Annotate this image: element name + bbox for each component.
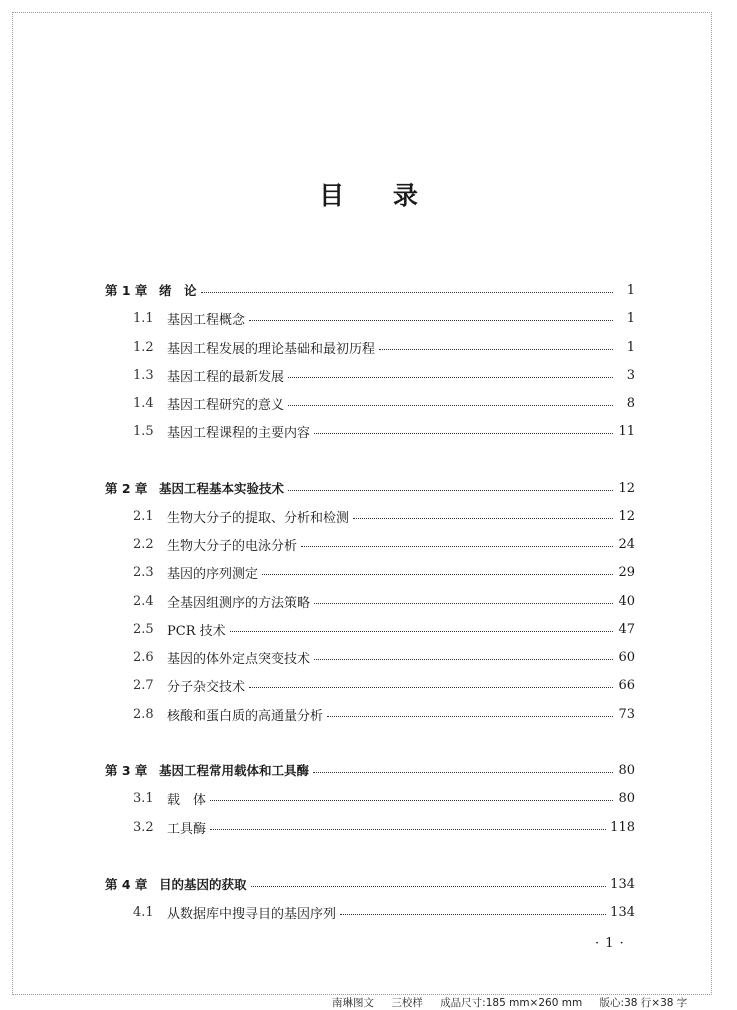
toc-entry-title: PCR 技术 bbox=[167, 623, 226, 639]
toc-entry-title: 全基因组测序的方法策略 bbox=[167, 595, 311, 611]
toc-chapter-entry[interactable] bbox=[105, 276, 635, 304]
toc-section-entry[interactable] bbox=[105, 643, 635, 671]
toc-entry-number: 1.5 bbox=[133, 423, 154, 439]
toc-section-entry[interactable] bbox=[105, 361, 635, 389]
toc-entry-title: 目的基因的获取 bbox=[159, 877, 247, 892]
toc-entry-title: 基因的体外定点突变技术 bbox=[167, 651, 311, 667]
toc-section-entry[interactable] bbox=[105, 671, 635, 699]
toc-entry-title: 基因工程基本实验技术 bbox=[159, 481, 285, 496]
toc-entry-page: 1 bbox=[626, 310, 635, 326]
toc-entry-number: 2.2 bbox=[133, 536, 154, 552]
dot-leader bbox=[313, 771, 613, 773]
toc-chapter-entry[interactable] bbox=[105, 756, 635, 784]
toc-entry-title: 基因工程常用载体和工具酶 bbox=[159, 763, 310, 778]
toc-chapter-entry[interactable] bbox=[105, 474, 635, 502]
toc-entry-page: 12 bbox=[618, 480, 635, 496]
dot-leader bbox=[288, 489, 613, 491]
toc-chapter-entry[interactable] bbox=[105, 870, 635, 898]
toc-section-entry[interactable] bbox=[105, 530, 635, 558]
toc-entry-number: 1.1 bbox=[133, 310, 154, 326]
toc-section-entry[interactable] bbox=[105, 558, 635, 586]
toc-section-entry[interactable] bbox=[105, 304, 635, 332]
dot-leader bbox=[353, 517, 613, 519]
toc-entry-title: 绪 论 bbox=[159, 283, 197, 298]
toc-entry-title: 基因工程的最新发展 bbox=[167, 369, 285, 385]
toc-entry-page: 29 bbox=[618, 564, 635, 580]
toc-entry-page: 12 bbox=[618, 508, 635, 524]
toc-entry-number: 第 4 章 bbox=[105, 877, 148, 892]
print-footer bbox=[332, 995, 687, 1010]
toc-entry-page: 40 bbox=[618, 593, 635, 609]
toc-section-entry[interactable] bbox=[105, 898, 635, 926]
toc-entry-page: 3 bbox=[626, 367, 635, 383]
toc-section-entry[interactable] bbox=[105, 700, 635, 728]
toc-entry-title: 基因工程课程的主要内容 bbox=[167, 425, 311, 441]
footer-size: 成品尺寸:185 mm×260 mm bbox=[440, 997, 583, 1009]
toc-entry-title: 生物大分子的电泳分析 bbox=[167, 538, 298, 554]
dot-leader bbox=[314, 602, 613, 604]
toc-section-entry[interactable] bbox=[105, 615, 635, 643]
toc-entry-page: 80 bbox=[618, 762, 635, 778]
dot-leader bbox=[314, 432, 613, 434]
footer-publisher: 南琳图文 bbox=[332, 997, 374, 1009]
toc-entry-number: 2.4 bbox=[133, 593, 154, 609]
toc-entry-title: 核酸和蛋白质的高通量分析 bbox=[167, 708, 324, 724]
toc-entry-page: 24 bbox=[618, 536, 635, 552]
toc-entry-number: 1.2 bbox=[133, 339, 154, 355]
toc-entry-number: 2.3 bbox=[133, 564, 154, 580]
dot-leader bbox=[327, 715, 613, 717]
dot-leader bbox=[249, 686, 613, 688]
toc-entry-title: 基因工程发展的理论基础和最初历程 bbox=[167, 341, 376, 357]
toc-entry-page: 134 bbox=[610, 904, 635, 920]
toc-entry-number: 3.1 bbox=[133, 790, 154, 806]
toc-section-entry[interactable] bbox=[105, 417, 635, 445]
toc-entry-number: 第 2 章 bbox=[105, 481, 148, 496]
dot-leader bbox=[288, 376, 613, 378]
toc-entry-number: 第 1 章 bbox=[105, 283, 148, 298]
page-title: 目 录 bbox=[319, 181, 438, 210]
dot-leader bbox=[251, 885, 607, 887]
toc-entry-title: 生物大分子的提取、分析和检测 bbox=[167, 510, 350, 526]
toc-section-entry[interactable] bbox=[105, 389, 635, 417]
dot-leader bbox=[301, 545, 613, 547]
dot-leader bbox=[340, 913, 606, 915]
toc-entry-page: 8 bbox=[626, 395, 635, 411]
toc-entry-number: 2.6 bbox=[133, 649, 154, 665]
toc-entry-number: 第 3 章 bbox=[105, 763, 148, 778]
toc-entry-page: 11 bbox=[618, 423, 635, 439]
dot-leader bbox=[249, 319, 613, 321]
footer-layout: 版心:38 行×38 字 bbox=[599, 997, 688, 1009]
toc-entry-title: 基因工程概念 bbox=[167, 312, 246, 328]
toc-entry-page: 73 bbox=[618, 706, 635, 722]
toc-entry-title: 从数据库中搜寻目的基因序列 bbox=[167, 906, 337, 922]
footer-proof: 三校样 bbox=[391, 997, 423, 1009]
toc-entry-page: 134 bbox=[610, 876, 635, 892]
toc-entry-number: 1.3 bbox=[133, 367, 154, 383]
toc-entry-page: 47 bbox=[618, 621, 635, 637]
dot-leader bbox=[379, 348, 613, 350]
toc-entry-number: 3.2 bbox=[133, 819, 154, 835]
toc-entry-number: 2.1 bbox=[133, 508, 154, 524]
dot-leader bbox=[210, 828, 606, 830]
toc-section-entry[interactable] bbox=[105, 813, 635, 841]
toc-entry-number: 2.5 bbox=[133, 621, 154, 637]
toc-entry-number: 4.1 bbox=[133, 904, 154, 920]
toc-entry-number: 1.4 bbox=[133, 395, 154, 411]
toc-entry-title: 基因的序列测定 bbox=[167, 566, 259, 582]
toc-entry-page: 80 bbox=[618, 790, 635, 806]
dot-leader bbox=[262, 573, 613, 575]
toc-entry-page: 118 bbox=[610, 819, 635, 835]
page-number: · 1 · bbox=[595, 936, 625, 951]
toc-entry-title: 分子杂交技术 bbox=[167, 679, 246, 695]
toc-entry-title: 工具酶 bbox=[167, 821, 207, 837]
toc-entry-page: 66 bbox=[618, 677, 635, 693]
dot-leader bbox=[201, 291, 613, 293]
toc-entry-title: 载 体 bbox=[167, 792, 207, 808]
toc-section-entry[interactable] bbox=[105, 784, 635, 812]
toc-entry-page: 1 bbox=[626, 282, 635, 298]
toc-section-entry[interactable] bbox=[105, 333, 635, 361]
toc-entry-title: 基因工程研究的意义 bbox=[167, 397, 285, 413]
dot-leader bbox=[230, 630, 613, 632]
dot-leader bbox=[288, 404, 613, 406]
toc-section-entry[interactable] bbox=[105, 587, 635, 615]
toc-entry-page: 1 bbox=[626, 339, 635, 355]
toc-entry-number: 2.8 bbox=[133, 706, 154, 722]
toc-section-entry[interactable] bbox=[105, 502, 635, 530]
toc-entry-page: 60 bbox=[618, 649, 635, 665]
dot-leader bbox=[314, 658, 613, 660]
dot-leader bbox=[210, 799, 613, 801]
toc-entry-number: 2.7 bbox=[133, 677, 154, 693]
